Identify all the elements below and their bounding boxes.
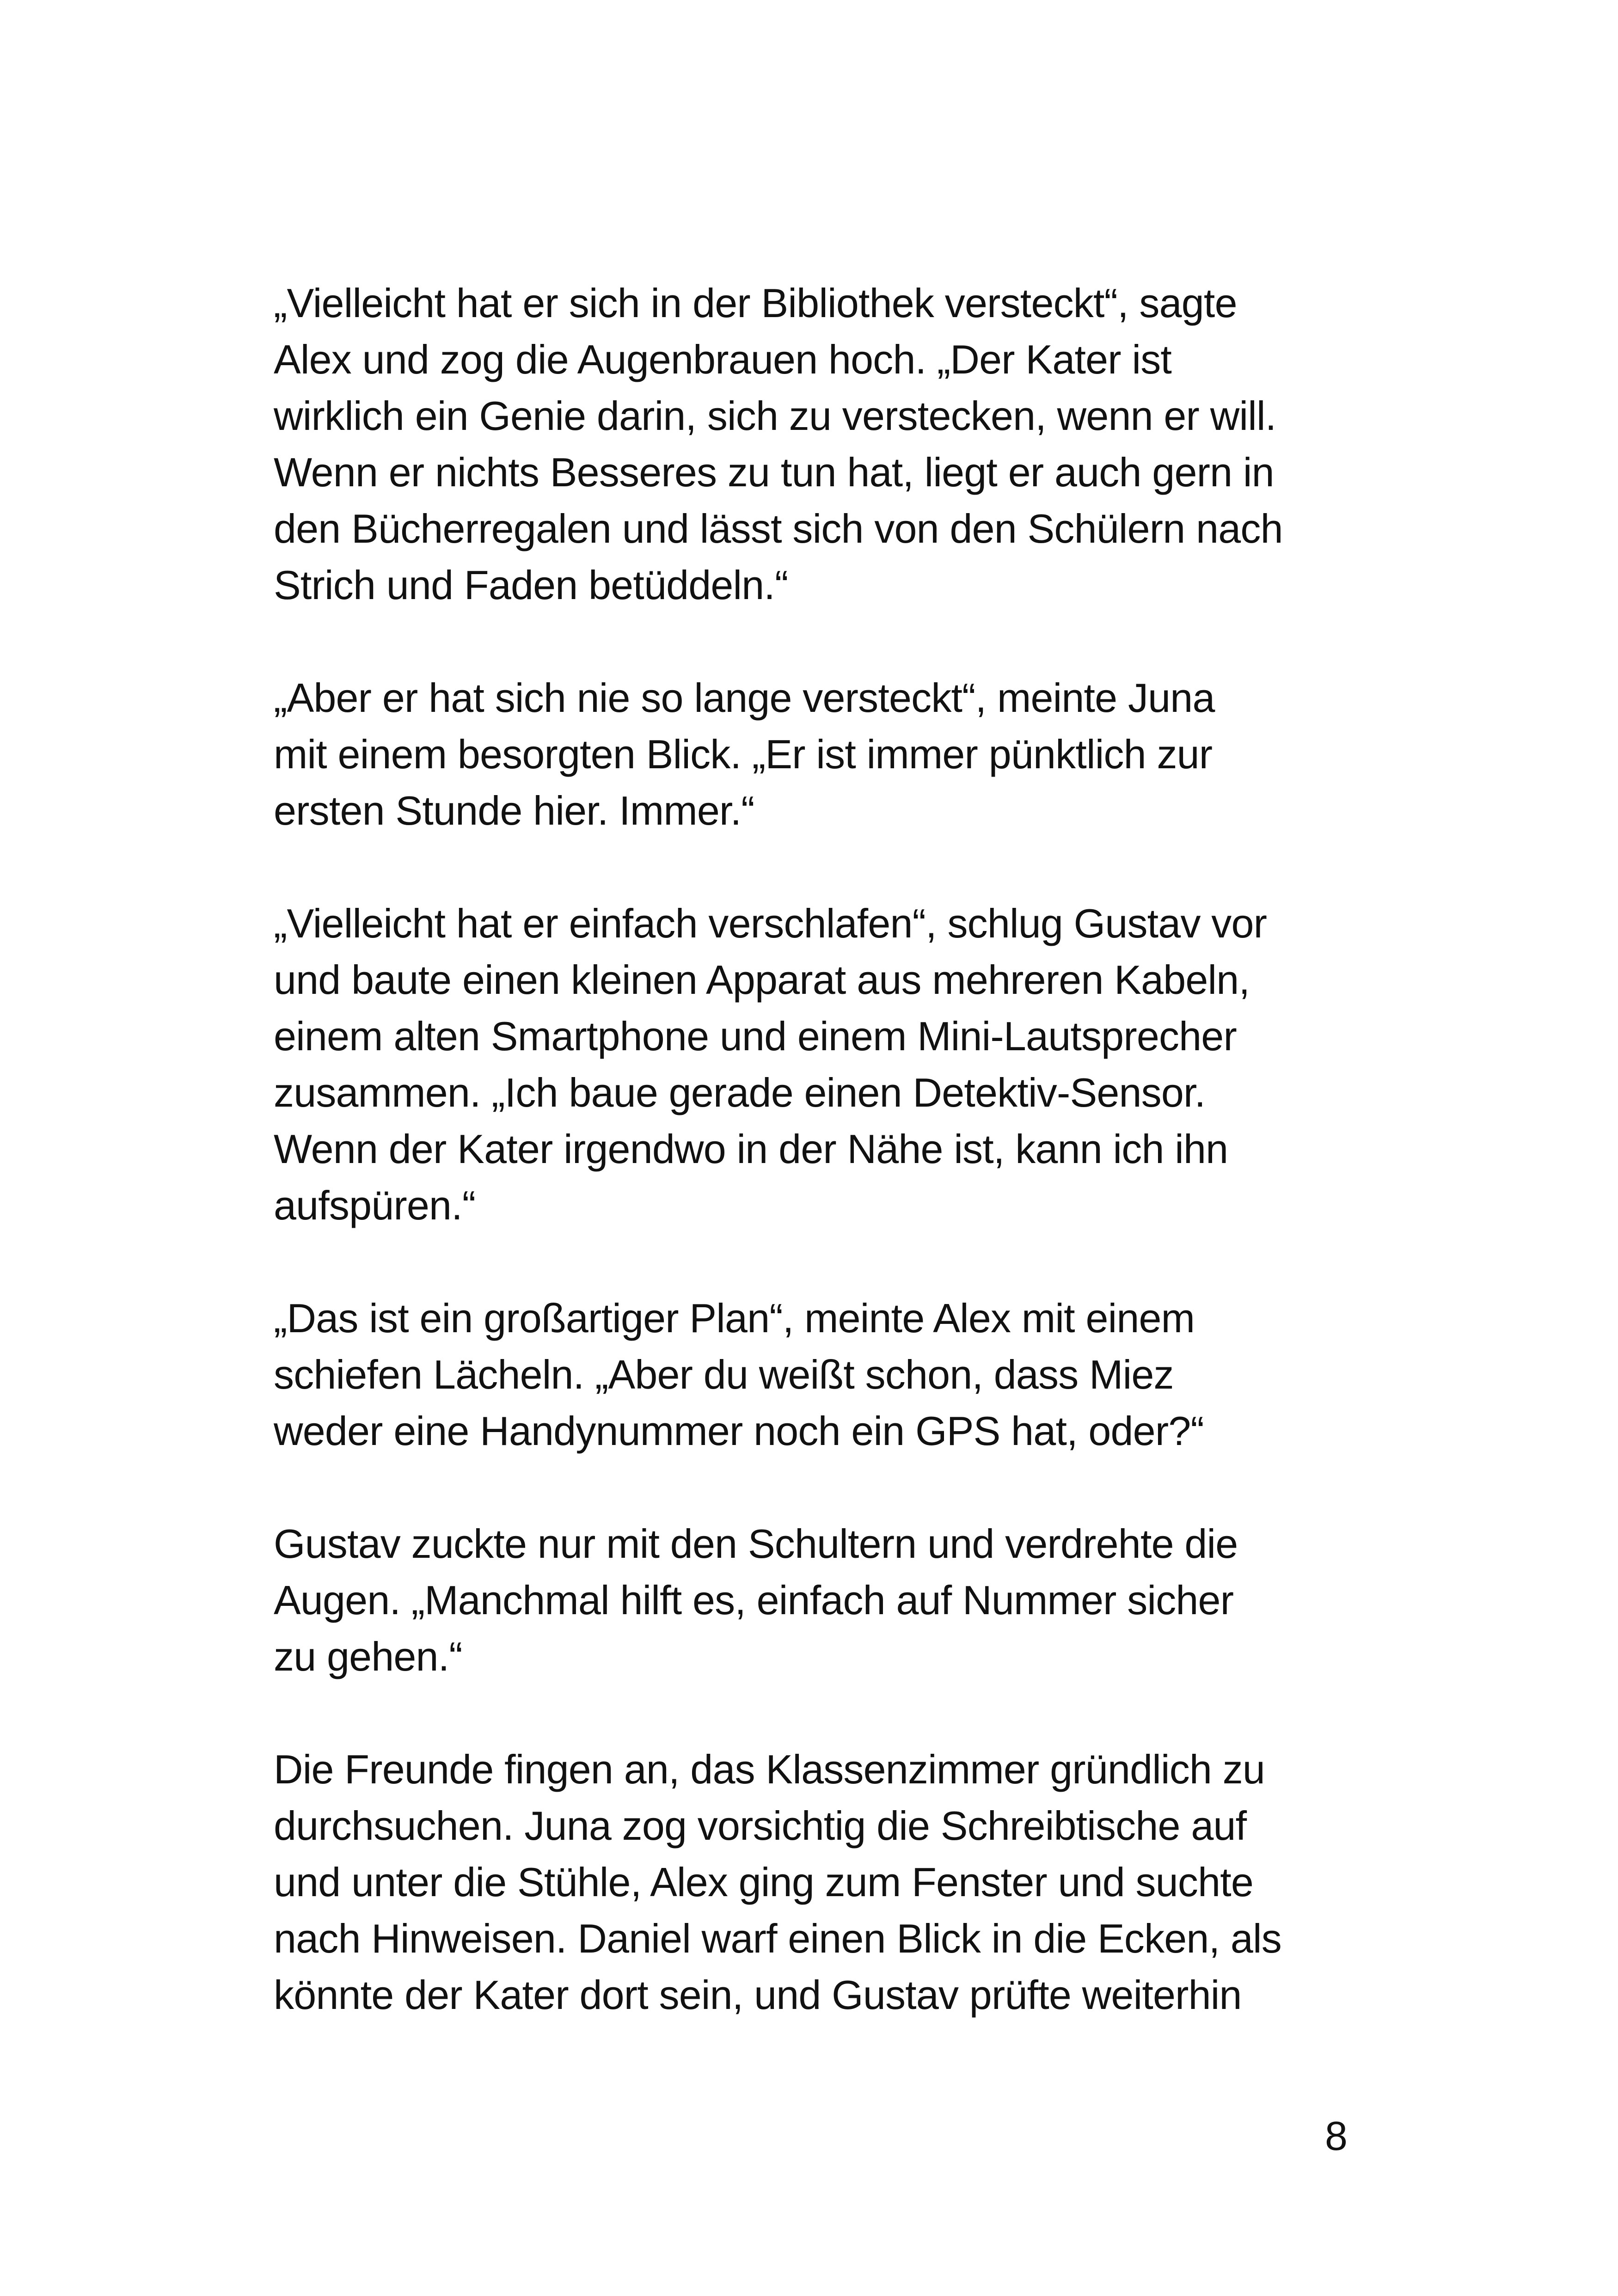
text-line: schiefen Lächeln. „Aber du weißt schon, dass Miez [274, 1352, 1174, 1397]
text-line: Wenn der Kater irgendwo in der Nähe ist, kann ich ihn [274, 1126, 1228, 1172]
text-line: „Das ist ein großartiger Plan“, meinte Alex mit einem [274, 1295, 1195, 1341]
text-line: „Vielleicht hat er einfach verschlafen“, schlug Gustav vor [274, 900, 1267, 946]
text-line: Strich und Faden betüddeln.“ [274, 562, 788, 608]
text-line: und baute einen kleinen Apparat aus mehreren Kabeln, [274, 957, 1250, 1003]
paragraph-3 [274, 895, 1365, 1234]
text-line: aufspüren.“ [274, 1182, 476, 1228]
text-line: weder eine Handynummer noch ein GPS hat, oder?“ [274, 1408, 1204, 1454]
text-line: wirklich ein Genie darin, sich zu verstecken, wenn er will. [274, 393, 1276, 439]
text-line: und unter die Stühle, Alex ging zum Fenster und suchte [274, 1859, 1254, 1905]
text-line: Die Freunde fingen an, das Klassenzimmer gründlich zu [274, 1746, 1265, 1792]
text-line: „Aber er hat sich nie so lange versteckt“, meinte Juna [274, 675, 1215, 721]
text-line: Alex und zog die Augenbrauen hoch. „Der Kater ist [274, 337, 1172, 382]
text-line: Augen. „Manchmal hilft es, einfach auf Nummer sicher [274, 1577, 1234, 1623]
text-line: könnte der Kater dort sein, und Gustav prüfte weiterhin [274, 1972, 1242, 2018]
text-line: zusammen. „Ich baue gerade einen Detektiv-Sensor. [274, 1070, 1206, 1115]
text-line: „Vielleicht hat er sich in der Bibliothek versteckt“, sagte [274, 280, 1237, 326]
text-line: Wenn er nichts Besseres zu tun hat, liegt er auch gern in [274, 449, 1274, 495]
paragraph-1 [274, 275, 1365, 613]
paragraph-5 [274, 1516, 1365, 1685]
body-text [274, 275, 1365, 2080]
text-line: einem alten Smartphone und einem Mini-Lautsprecher [274, 1013, 1237, 1059]
text-line: den Bücherregalen und lässt sich von den Schülern nach [274, 506, 1283, 551]
page-number: 8 [1325, 2113, 1348, 2159]
text-line: zu gehen.“ [274, 1634, 462, 1679]
text-line: mit einem besorgten Blick. „Er ist immer pünktlich zur [274, 731, 1213, 777]
text-line: durchsuchen. Juna zog vorsichtig die Schreibtische auf [274, 1803, 1247, 1849]
text-line: nach Hinweisen. Daniel warf einen Blick in die Ecken, als [274, 1916, 1281, 1961]
paragraph-6 [274, 1741, 1365, 2023]
paragraph-2 [274, 670, 1365, 839]
text-line: ersten Stunde hier. Immer.“ [274, 788, 754, 833]
paragraph-4 [274, 1290, 1365, 1459]
text-line: Gustav zuckte nur mit den Schultern und verdrehte die [274, 1521, 1238, 1567]
